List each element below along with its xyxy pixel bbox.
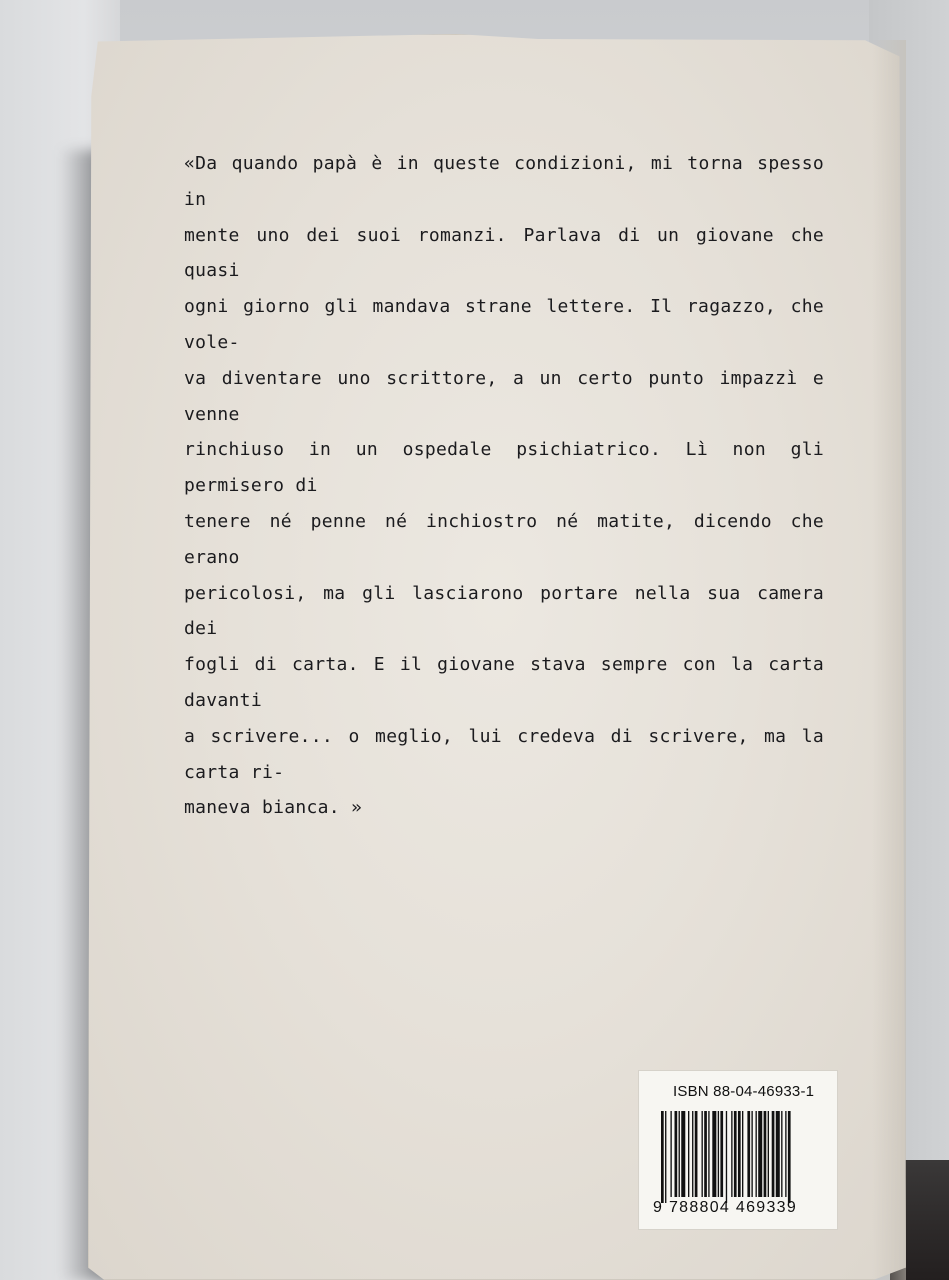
barcode-bar: [661, 1111, 664, 1203]
book-edge: [872, 40, 906, 1280]
barcode-bar: [720, 1111, 723, 1197]
barcode-bar: [675, 1111, 678, 1197]
barcode-bar: [768, 1111, 769, 1197]
barcode-bar: [704, 1111, 707, 1197]
barcode-bar: [692, 1111, 693, 1197]
isbn-barcode-label: [638, 1070, 838, 1230]
back-cover-blurb: «Da quando papà è in queste condizioni, mi torna spesso in mente uno dei suoi romanzi. Parlava di un giovane che quasi ogni giorno gli mandava strane lettere. Il ragazzo, che vole- va diventare uno scrittore, a un certo punto impazzì e venne rinchiuso in un ospedale psichiatrico. Lì non gli permisero di tenere né penne né inchiostro né matite, dicendo che erano pericolosi, ma gli lasciarono portare nella sua camera dei fogli di carta. E il giovane stava sempre con la carta davanti a scrivere... o meglio, lui credeva di scrivere, ma la carta ri- maneva bianca. »: [184, 153, 824, 819]
barcode-bar: [742, 1111, 743, 1197]
barcode-bar: [679, 1111, 680, 1197]
barcode-bar: [734, 1111, 737, 1197]
barcode-bar: [695, 1111, 698, 1197]
barcode-bar: [670, 1111, 671, 1197]
barcode-bar: [776, 1111, 780, 1197]
isbn-number: ISBN 88-04-46933-1: [673, 1083, 815, 1100]
barcode-bar: [731, 1111, 732, 1197]
barcode-bar: [764, 1111, 767, 1197]
barcode-bar: [726, 1111, 727, 1203]
barcode-bar: [688, 1111, 689, 1197]
barcode-bar: [702, 1111, 703, 1197]
barcode-bar: [788, 1111, 791, 1203]
barcode-bar: [665, 1111, 666, 1203]
barcode-digits: 9 788804 469339: [653, 1199, 798, 1216]
barcode-bar: [756, 1111, 757, 1197]
barcode-bar: [708, 1111, 709, 1197]
barcode-bar: [738, 1111, 741, 1197]
barcode-bar: [747, 1111, 750, 1197]
barcode-bar: [681, 1111, 685, 1197]
barcode-bar: [758, 1111, 762, 1197]
barcode-bar: [718, 1111, 719, 1197]
barcode-bar: [781, 1111, 782, 1197]
barcode-icon: [659, 1111, 835, 1203]
barcode-bar: [712, 1111, 716, 1197]
barcode-bar: [751, 1111, 752, 1197]
barcode-bar: [785, 1111, 786, 1197]
barcode-bar: [772, 1111, 775, 1197]
